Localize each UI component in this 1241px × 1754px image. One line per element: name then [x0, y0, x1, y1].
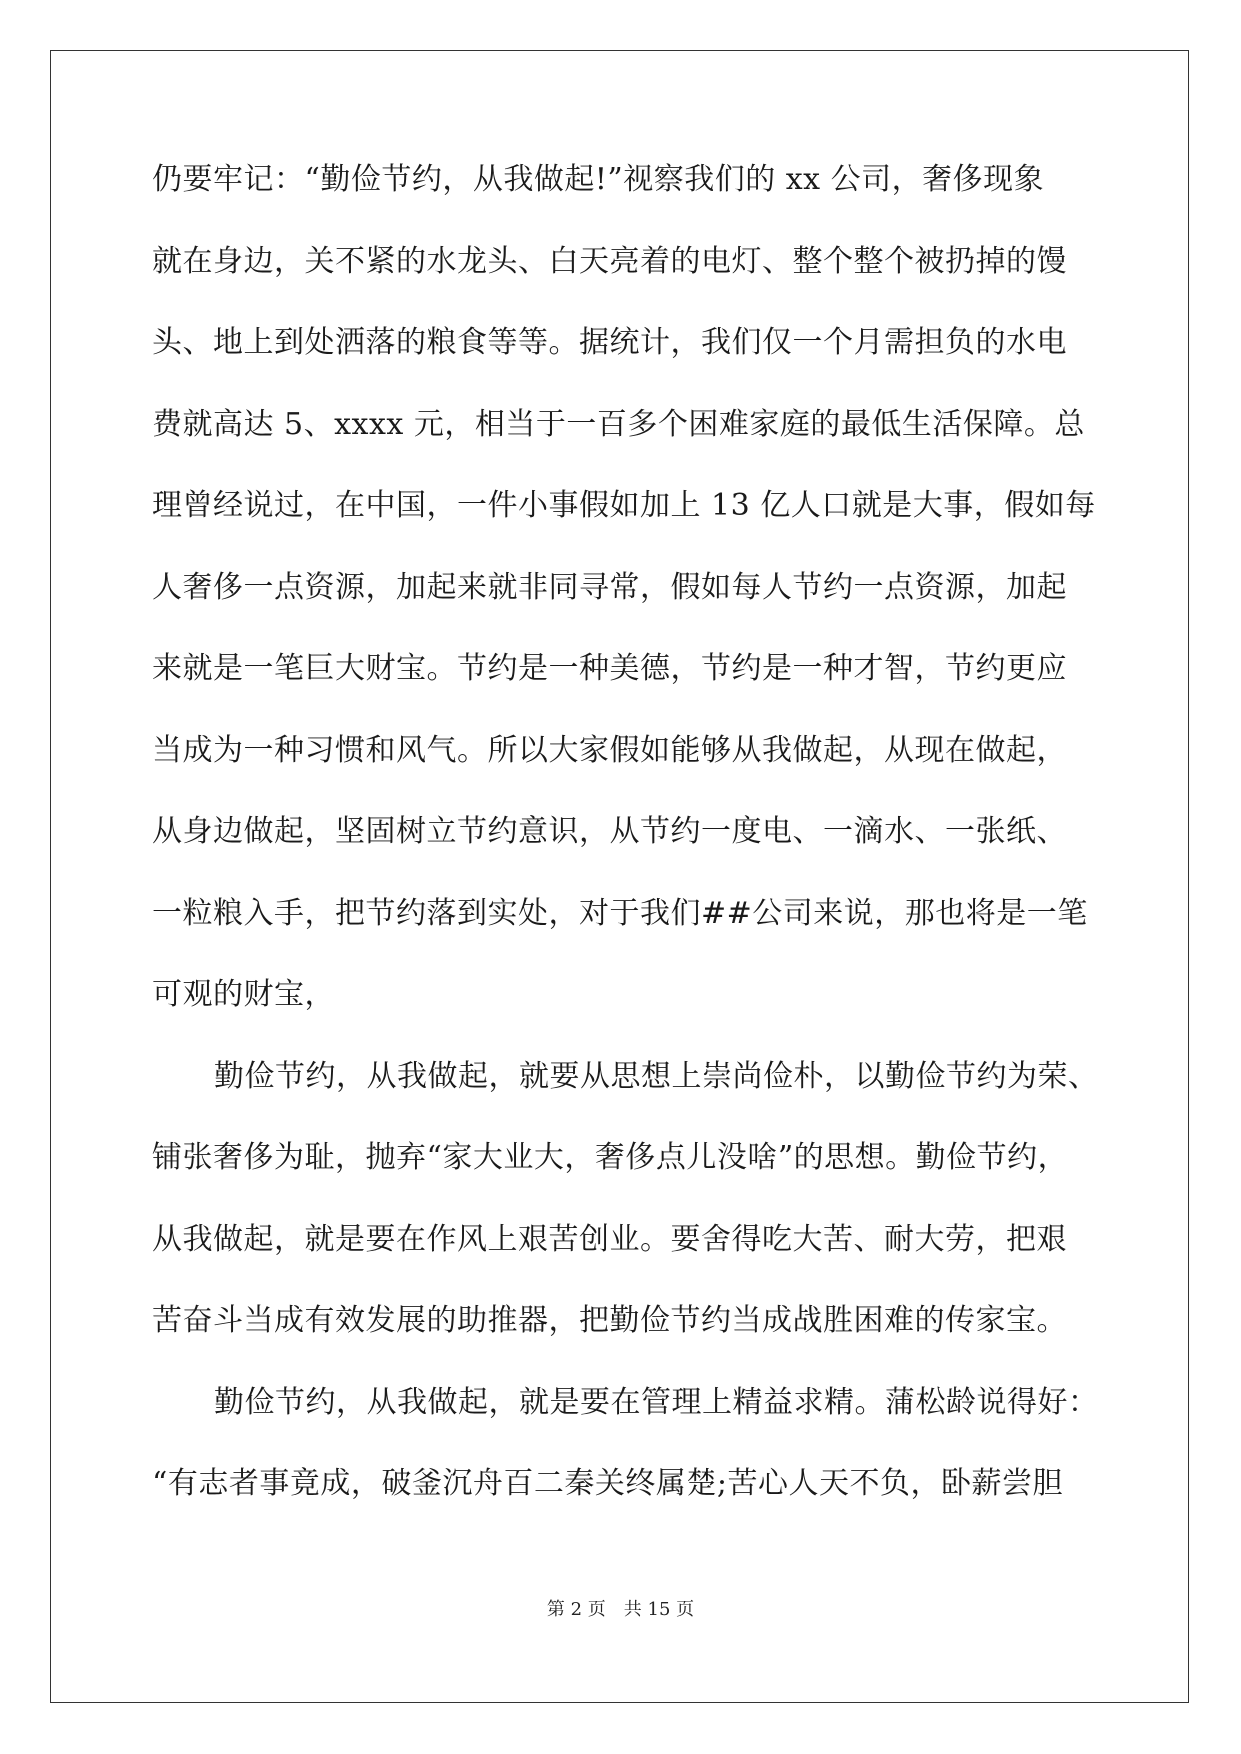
- text-line: 可观的财宝，: [152, 977, 335, 1012]
- text-line: 当成为一种习惯和风气。所以大家假如能够从我做起，从现在做起，: [152, 732, 1067, 768]
- text-line: “有志者事竟成，破釜沉舟百二秦关终属楚;苦心人天不负，卧薪尝胆: [152, 1466, 1063, 1501]
- page-number-footer: 第 2 页 共 15 页: [546, 1599, 695, 1620]
- text-line: 仍要牢记：“勤俭节约，从我做起!”视察我们的 xx 公司，奢侈现象: [152, 162, 1045, 197]
- paragraph-start-line: 勤俭节约，从我做起，就是要在管理上精益求精。蒲松龄说得好：: [214, 1384, 1099, 1420]
- text-line: 头、地上到处洒落的粮食等等。据统计，我们仅一个月需担负的水电: [152, 325, 1067, 360]
- text-line: 从我做起，就是要在作风上艰苦创业。要舍得吃大苦、耐大劳，把艰: [152, 1221, 1067, 1257]
- text-line: 来就是一笔巨大财宝。节约是一种美德，节约是一种才智，节约更应: [152, 651, 1067, 686]
- text-line: 就在身边，关不紧的水龙头、白天亮着的电灯、整个整个被扔掉的馒: [152, 243, 1067, 279]
- text-line: 铺张奢侈为耻，抛弃“家大业大，奢侈点儿没啥”的思想。勤俭节约，: [152, 1140, 1069, 1175]
- text-line: 一粒粮入手，把节约落到实处，对于我们##公司来说，那也将是一笔: [152, 895, 1088, 931]
- text-line: 苦奋斗当成有效发展的助推器，把勤俭节约当成战胜困难的传家宝。: [152, 1303, 1067, 1338]
- text-line: 理曾经说过，在中国，一件小事假如加上 13 亿人口就是大事，假如每: [152, 488, 1096, 523]
- text-line: 人奢侈一点资源，加起来就非同寻常，假如每人节约一点资源，加起: [152, 569, 1067, 605]
- text-line: 从身边做起，坚固树立节约意识，从节约一度电、一滴水、一张纸、: [152, 814, 1067, 849]
- text-line: 费就高达 5、xxxx 元，相当于一百多个困难家庭的最低生活保障。总: [152, 406, 1085, 442]
- document-body: [152, 160, 1099, 1546]
- paragraph-start-line: 勤俭节约，从我做起，就要从思想上崇尚俭朴，以勤俭节约为荣、: [214, 1058, 1099, 1094]
